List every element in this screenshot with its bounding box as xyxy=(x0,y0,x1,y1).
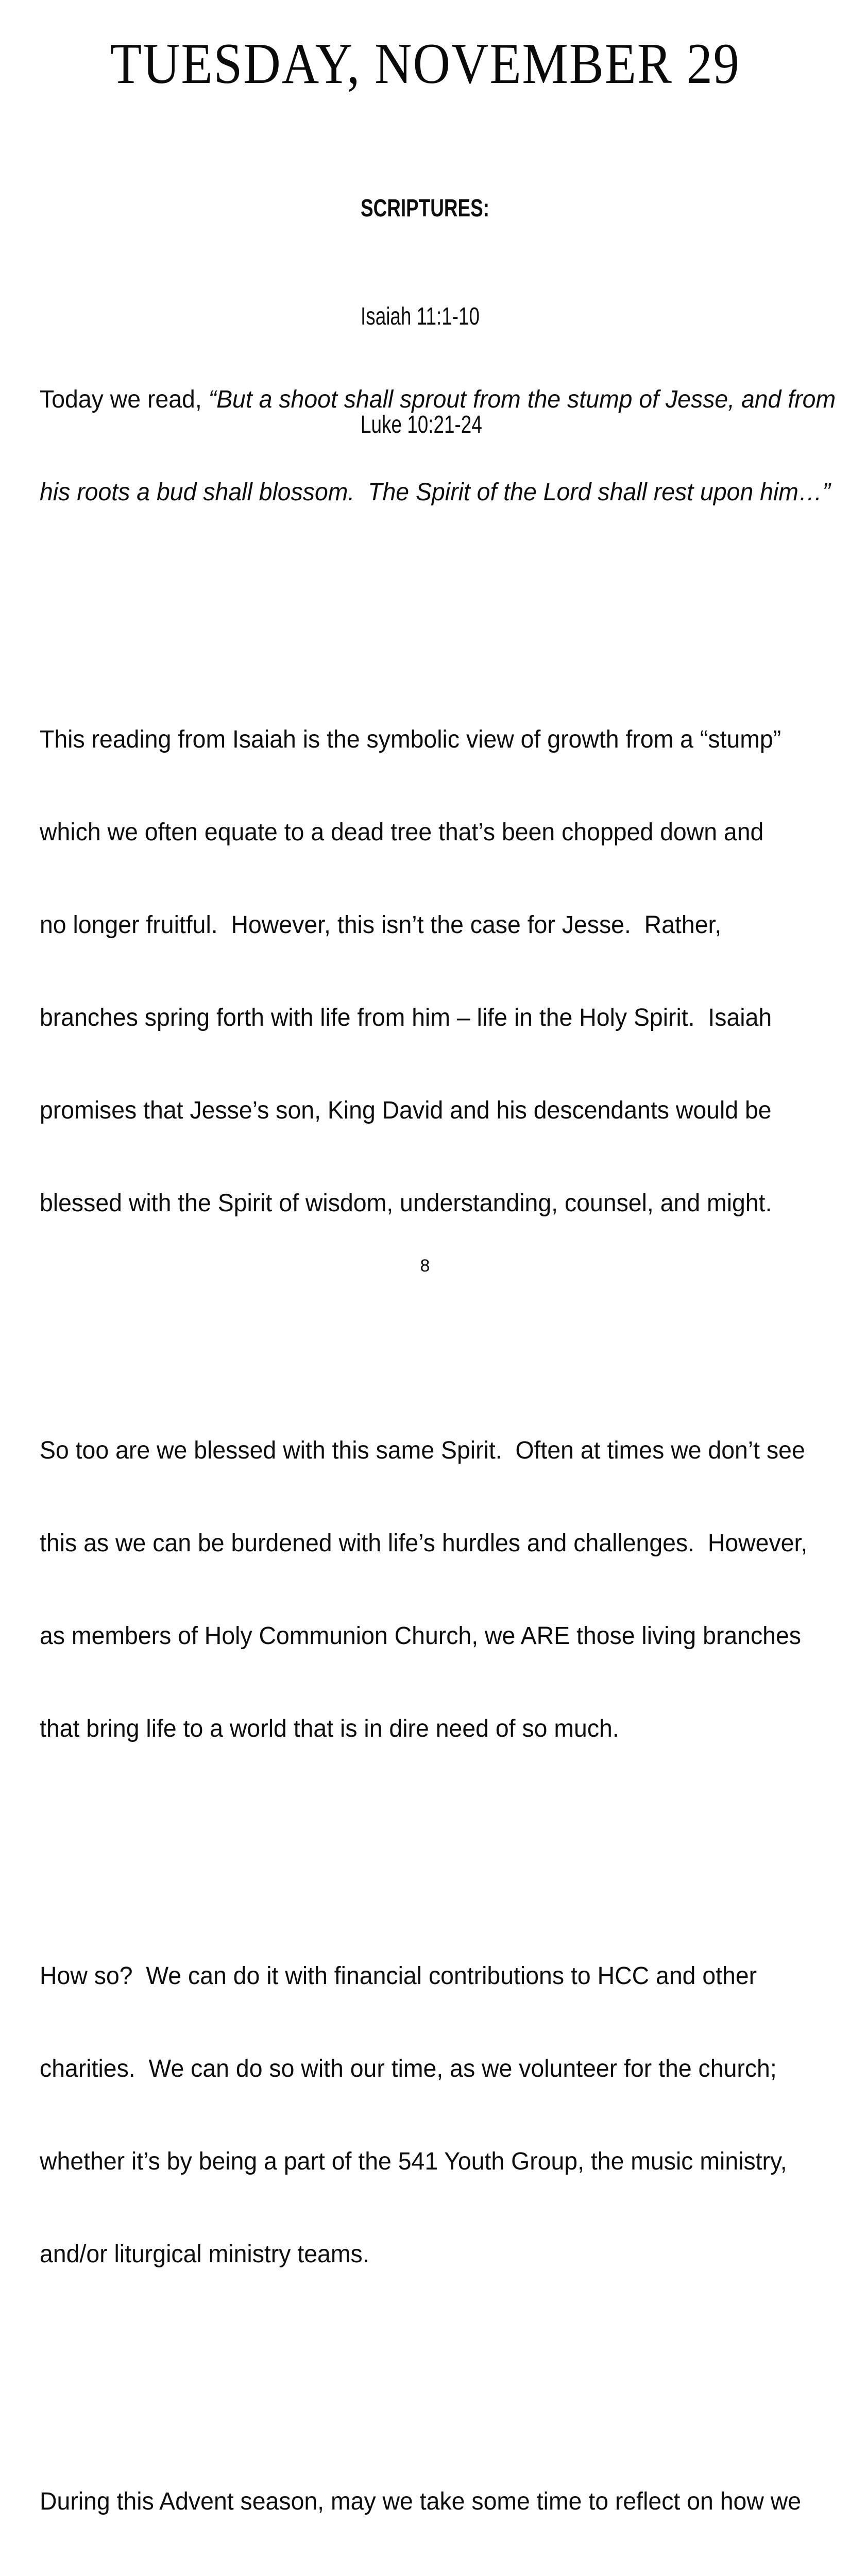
paragraph-1-line xyxy=(40,384,836,415)
paragraph-spacer xyxy=(40,570,836,601)
paragraph-2-line xyxy=(40,817,836,848)
text-line: promises that Jesse’s son, King David and his descendants would be xyxy=(40,1097,772,1124)
paragraph-spacer xyxy=(40,1281,836,1312)
text-line: branches spring forth with life from him – life in the Holy Spirit. Isaiah xyxy=(40,1004,772,1031)
paragraph-3-line xyxy=(40,1435,836,1466)
text-line: which we often equate to a dead tree that’s been chopped down and xyxy=(40,819,764,846)
intro-text: Today we read, xyxy=(40,386,209,413)
scripture-reading: Isaiah 11:1-10 xyxy=(361,303,480,330)
text-line: and/or liturgical ministry teams. xyxy=(40,2241,369,2268)
paragraph-2-line xyxy=(40,1188,836,1219)
text-line: This reading from Isaiah is the symbolic view of growth from a “stump” xyxy=(40,726,781,753)
page-title xyxy=(0,32,850,97)
paragraph-2-line xyxy=(40,1003,836,1033)
paragraph-5-line xyxy=(40,2486,836,2517)
text-line: So too are we blessed with this same Spirit. Often at times we don’t see xyxy=(40,1437,805,1464)
text-line: this as we can be burdened with life’s hurdles and challenges. However, xyxy=(40,1530,808,1557)
scripture-quote: his roots a bud shall blossom. The Spirit of the Lord shall rest upon him…” xyxy=(40,479,830,506)
paragraph-4-line xyxy=(40,1961,836,1992)
text-line: no longer fruitful. However, this isn’t the case for Jesse. Rather, xyxy=(40,911,722,939)
text-line: that bring life to a world that is in dire need of so much. xyxy=(40,1715,619,1742)
paragraph-spacer xyxy=(40,2332,836,2363)
text-line: During this Advent season, may we take some time to reflect on how we xyxy=(40,2488,802,2515)
paragraph-2-line xyxy=(40,1095,836,1126)
text-line: blessed with the Spirit of wisdom, understanding, counsel, and might. xyxy=(40,1190,772,1217)
scripture-quote: “But a shoot shall sprout from the stump of Jesse, and from xyxy=(208,386,836,413)
paragraph-3-line xyxy=(40,1528,836,1559)
paragraph-spacer xyxy=(40,1806,836,1837)
text-line: whether it’s by being a part of the 541 Youth Group, the music ministry, xyxy=(40,2148,787,2175)
paragraph-1-line xyxy=(40,477,836,508)
paragraph-2-line xyxy=(40,910,836,941)
paragraph-4-line xyxy=(40,2146,836,2177)
text-line: How so? We can do it with financial contributions to HCC and other xyxy=(40,1962,757,1990)
reflection-body xyxy=(40,292,836,2576)
scripture-reading: Luke 10:21-24 xyxy=(361,411,482,438)
page-title-text: TUESDAY, NOVEMBER 29 xyxy=(110,32,740,96)
text-line: as members of Holy Communion Church, we ARE those living branches xyxy=(40,1622,801,1650)
paragraph-4-line xyxy=(40,2054,836,2084)
paragraph-2-line xyxy=(40,724,836,755)
scriptures-heading: SCRIPTURES: xyxy=(361,195,489,222)
page-number: 8 xyxy=(420,1256,430,1276)
text-line: charities. We can do so with our time, as we volunteer for the church; xyxy=(40,2055,777,2082)
paragraph-4-line xyxy=(40,2239,836,2270)
paragraph-3-line xyxy=(40,1714,836,1744)
paragraph-3-line xyxy=(40,1621,836,1652)
